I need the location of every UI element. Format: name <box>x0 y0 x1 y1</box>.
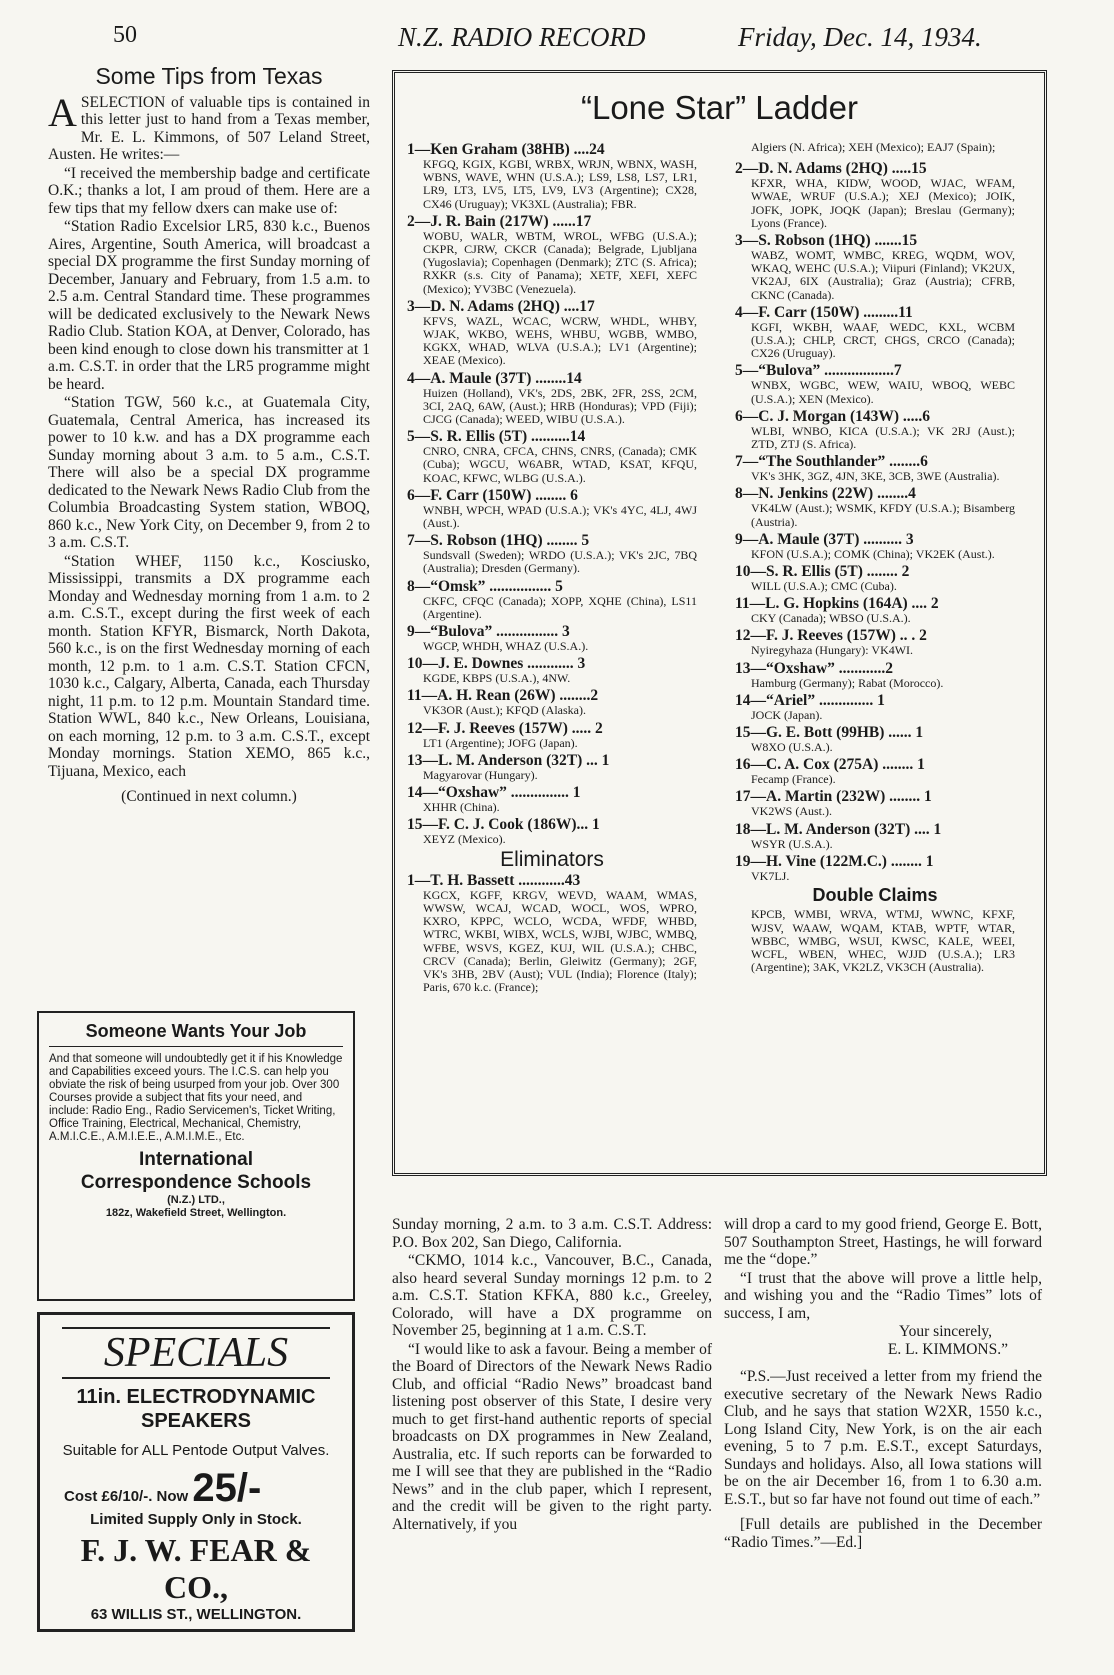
eliminator-entries <box>407 872 697 995</box>
entry-name-score: 9—“Bulova” ................ 3 <box>407 623 570 641</box>
entry-stations: KFVS, WAZL, WCAC, WCRW, WHDL, WHBY, WJAK, WKBO, WEHS, WHBU, WGBB, WMBO, KGKX, WHAD, WLVA (U.S.A.); LV1 (Argentine); XEAE (Mexico). <box>423 313 697 368</box>
entry-stations: Nyiregyhaza (Hungary): VK4WI. <box>751 643 914 658</box>
eliminators-heading: Eliminators <box>500 847 604 871</box>
entry-stations: KFGQ, KGIX, KGBI, WRBX, WRJN, WBNX, WASH, WBNS, WAVE, WHN (U.S.A.); LS9, LS8, LS7, LR1, LR9, LT3, LV5, LT5, LV9, LV3 (Argentine); CX28, CX46 (Uruguay); VK3XL (Australia); FBR. <box>423 157 697 211</box>
entry-name-score: 19—H. Vine (122M.C.) ........ 1 <box>735 852 934 870</box>
entry-name-score: 1—Ken Graham (38HB) ....24 <box>407 141 605 158</box>
ladder-right-column <box>735 141 1015 974</box>
entry-name-score: 5—S. R. Ellis (5T) ..........14 <box>407 428 586 446</box>
page-number: 50 <box>113 22 137 48</box>
advertiser-name: International Correspondence Schools <box>80 1149 312 1193</box>
ladder-entry <box>735 627 1015 657</box>
ics-advertisement <box>37 1011 355 1301</box>
ladder-entry <box>407 428 697 485</box>
ladder-entry <box>407 752 697 782</box>
entry-stations: WSYR (U.S.A.). <box>751 836 833 851</box>
entry-stations: Hamburg (Germany); Rabat (Morocco). <box>751 675 944 690</box>
ladder-entry <box>407 720 697 750</box>
article-paragraph: “Station WHEF, 1150 k.c., Kosciusko, Mississippi, transmits a DX programme each Monday and Wednesday morning from 1 a.m. to 2 a.m. C.S.T., except during the first week of each month. Station KFYR, Bismarck, North Dakota, 560 k.c., is on the first Wednesday morning of each month, 12 p.m. to 1 a.m. C.S.T. Station CFCN, 1030 k.c., Calgary, Alberta, Canada, each Thursday night, 11 p.m. to 12 p.m. Mountain Standard time. Station WWL, 840 k.c., New Orleans, Louisiana, on each morning, 12 p.m. to 3 a.m. C.S.T., except Monday mornings. Station XEMO, 865 k.c., Tijuana, Mexico, each <box>48 552 370 780</box>
entry-stations: VK3OR (Aust.); KFQD (Alaska). <box>423 703 586 718</box>
ad-heading: Someone Wants Your Job <box>49 1021 343 1047</box>
article-paragraph: ASELECTION of valuable tips is contained in this letter just to hand from a Texas member, Mr. E. L. Kimmons, of 507 Leland Street, Austen. He writes:— <box>48 89 370 163</box>
advertiser-address: 63 WILLIS ST., WELLINGTON. <box>90 1606 302 1623</box>
article-paragraph: “I trust that the above will prove a little help, and wishing you and the “Radio Times” lots of success, I am, <box>724 1269 1042 1322</box>
letter-signature: E. L. KIMMONS.” <box>887 1340 1008 1358</box>
entry-name-score: 16—C. A. Cox (275A) ........ 1 <box>735 756 925 774</box>
price-line: Cost £6/10/-. Now 25/- <box>64 1466 262 1510</box>
ladder-entry <box>735 531 1015 561</box>
ladder-entries <box>735 160 1015 883</box>
lone-star-ladder <box>392 70 1047 1176</box>
ladder-entries <box>407 141 697 847</box>
ladder-entry <box>735 408 1015 451</box>
entry-name-score: 17—A. Martin (232W) ........ 1 <box>735 788 932 806</box>
article-paragraph: “I received the membership badge and certificate O.K.; thanks a lot, I am proud of them. Here are a few tips that my fellow dxers can make use of: <box>48 164 370 217</box>
ladder-entry <box>407 487 697 530</box>
issue-date: Friday, Dec. 14, 1934. <box>738 22 982 52</box>
article-paragraph: “Station TGW, 560 k.c., at Guatemala City, Guatemala, Central America, has increased its power to 10 k.w. and has a DX programme each Sunday morning about 3 a.m. to 5 a.m., C.S.T. There will also be a special DX programme dedicated to the Newark News Radio Club from the Columbia Broadcasting System station, WBOQ, 860 k.c., New York City, on December 9, from 2 to 3 a.m. C.S.T. <box>48 394 370 551</box>
article-paragraph: “CKMO, 1014 k.c., Vancouver, B.C., Canada, also heard several Sunday mornings 12 p.m. to 2 a.m. C.S.T. Station KFKA, 880 k.c., Greeley, Colorado, will have a DX programme on November 25, beginning at 1 a.m. C.S.T. <box>392 1252 712 1339</box>
entry-name-score: 12—F. J. Reeves (157W) .. . 2 <box>735 627 927 645</box>
entry-name-score: 10—J. E. Downes ............ 3 <box>407 655 586 673</box>
ladder-entry <box>735 595 1015 625</box>
ladder-entry <box>407 213 697 296</box>
article-heading: Some Tips from Texas <box>95 63 323 89</box>
tips-article <box>48 62 370 806</box>
entry-stations: CNRO, CNRA, CFCA, CHNS, CNRS, (Canada); CMK (Cuba); WGCU, W6ABR, WTAD, KSAT, KFQU, KOAC, KFWC, WLBG (U.S.A.). <box>423 444 697 485</box>
entry-stations: Huizen (Holland), VK's, 2DS, 2BK, 2FR, 2SS, 2CM, 3CI, 2AQ, 6AW, (Aust.); HRB (Honduras); VPD (Fiji); CJCG (Canada); WEED, WIBU (U.S.A.). <box>423 385 697 427</box>
ladder-entry <box>407 623 697 653</box>
postscript: “P.S.—Just received a letter from my friend the executive secretary of the Newark News Radio Club, and he says that station W2XR, 1550 k.c., Long Island City, New York, is on the air each evening, 5 to 7 p.m. E.S.T., except Saturdays, Sundays and holidays. Also, all Iowa stations will be on the air December 16, from 1 to 6.30 a.m. E.S.T., but so far have not found out time of each.” <box>724 1368 1042 1508</box>
entry-stations: CKY (Canada); WBSO (U.S.A.). <box>751 611 911 626</box>
entry-stations: KFON (U.S.A.); COMK (China); VK2EK (Aust.). <box>751 546 995 561</box>
ladder-entry <box>735 788 1015 818</box>
entry-stations: KGFI, WKBH, WAAF, WEDC, KXL, WCBM (U.S.A.); CHLP, CRCT, CHGS, CRCO (Canada); CX26 (Uruguay). <box>751 319 1015 361</box>
entry-stations: Sundsvall (Sweden); WRDO (U.S.A.); VK's 2JC, 7BQ (Australia); Dresden (Germany). <box>423 548 697 576</box>
stock-note: Limited Supply Only in Stock. <box>90 1511 302 1528</box>
ladder-entry <box>407 298 697 368</box>
ladder-entry <box>735 563 1015 593</box>
entry-stations: KGDE, KBPS (U.S.A.), 4NW. <box>423 671 571 686</box>
entry-name-score: 11—A. H. Rean (26W) ........2 <box>407 687 599 705</box>
advertiser-address: (N.Z.) LTD., 182z, Wakefield Street, Wellington. <box>105 1194 287 1219</box>
ladder-entry <box>407 655 697 685</box>
entry-name-score: 15—F. C. J. Cook (186W)... 1 <box>407 816 600 834</box>
ad-body: And that someone will undoubtedly get it if his Knowledge and Capabilities exceed yours. The I.C.S. can help you obviate the risk of being usurped from your job. Over 300 Courses provide a subject that fits your need, and include: Radio Eng., Radio Servicemen's, Ticket Writing, Office Training, Electrical, Mechanical, Chemistry, A.M.I.C.E., A.M.I.E.E., A.M.I.M.E., Etc. <box>49 1053 343 1143</box>
entry-stations: Fecamp (France). <box>751 772 836 787</box>
ladder-entry <box>735 660 1015 690</box>
ladder-title: “Lone Star” Ladder <box>580 89 858 126</box>
specials-banner: SPECIALS <box>62 1327 330 1379</box>
ladder-entry <box>407 532 697 575</box>
entry-name-score: 6—F. Carr (150W) ........ 6 <box>407 486 578 504</box>
entry-name-score: 13—L. M. Anderson (32T) ... 1 <box>407 751 610 769</box>
ladder-entry <box>407 370 697 427</box>
entry-name-score: 13—“Oxshaw” ............2 <box>735 659 894 677</box>
double-claims-stations: KPCB, WMBI, WRVA, WTMJ, WWNC, KFXF, WJSV, WAAW, WQAM, KTAB, WPTF, WTAR, WBBC, WMBG, WSUI, KWSC, KALE, WEEI, WCFL, WBEN, WHEC, WJJD (U.S.A.); LR3 (Argentine); 3AK, VK2LZ, VK3CH (Australia). <box>751 907 1015 975</box>
article-paragraph: will drop a card to my good friend, George E. Bott, 507 Southampton Street, Hastings, he will forward me the “dope.” <box>724 1216 1042 1268</box>
product-suitability: Suitable for ALL Pentode Output Valves. <box>62 1442 330 1459</box>
ladder-entry <box>735 453 1015 483</box>
entry-stations: Magyarovar (Hungary). <box>423 767 538 782</box>
ladder-entry <box>735 724 1015 754</box>
article-continuation-col2 <box>724 1216 1042 1552</box>
ladder-entry <box>735 853 1015 883</box>
ladder-entry <box>735 362 1015 405</box>
entry-name-score: 8—“Omsk” ................ 5 <box>407 577 563 595</box>
entry-stations: WGCP, WHDH, WHAZ (U.S.A.). <box>423 639 589 654</box>
entry-stations: WABZ, WOMT, WMBC, KREG, WQDM, WOV, WKAQ, WEHC (U.S.A.); Viipuri (Finland); VK2UX, VK2AJ, 6IX (Australia); Graz (Austria); CFRB, CKNC (Canada). <box>751 248 1015 302</box>
fear-advertisement <box>37 1312 355 1632</box>
entry-name-score: 4—A. Maule (37T) ........14 <box>407 369 582 387</box>
article-paragraph: “Station Radio Excelsior LR5, 830 k.c., Buenos Aires, Argentine, South America, will broadcast a special DX programme the first Sunday morning of December, January and February, from 1.5 a.m. to 2.5 a.m. Central Standard time. These programmes will be dedicated exclusively to the Newark News Radio Club. Station KOA, at Denver, Colorado, has been kind enough to close down his transmitter at 1 a.m. C.S.T. in order that the LR5 programme might be heard. <box>48 218 370 393</box>
entry-name-score: 2—D. N. Adams (2HQ) .....15 <box>735 160 927 178</box>
entry-name-score: 15—G. E. Bott (99HB) ...... 1 <box>735 724 924 742</box>
entry-stations: WOBU, WALR, WBTM, WROL, WFBG (U.S.A.); CKPR, CJRW, CKCR (Canada); Belgrade, Ljubljana (Yugoslavia); Copenhagen (Denmark); ZTC (S. Africa); RXKR (s.s. City of Panama); XETF, XEFI, XEFC (Mexico); YV3BC (Venezuela). <box>423 228 697 296</box>
entry-name-score: 14—“Oxshaw” ............... 1 <box>407 784 581 802</box>
article-paragraph: Sunday morning, 2 a.m. to 3 a.m. C.S.T. Address: P.O. Box 202, San Diego, California. <box>392 1216 712 1251</box>
ladder-entry <box>407 687 697 717</box>
entry-stations: WILL (U.S.A.); CMC (Cuba). <box>751 579 897 594</box>
editor-note: [Full details are published in the December “Radio Times.”—Ed.] <box>724 1516 1042 1551</box>
entry-name-score: 4—F. Carr (150W) .........11 <box>735 303 913 321</box>
product-line: SPEAKERS <box>140 1410 252 1432</box>
entry-stations: WNBH, WPCH, WPAD (U.S.A.); VK's 4YC, 4LJ, 4WJ (Aust.). <box>423 502 697 531</box>
entry-name-score: 3—S. Robson (1HQ) .......15 <box>735 232 918 250</box>
entry-stations: XEYZ (Mexico). <box>423 832 506 847</box>
ladder-entry <box>407 816 697 846</box>
publication-title: N.Z. RADIO RECORD <box>398 22 646 52</box>
entry-name-score: 3—D. N. Adams (2HQ) ....17 <box>407 297 595 315</box>
ladder-entry <box>407 578 697 621</box>
ladder-entry <box>735 756 1015 786</box>
sale-price: 25/- <box>192 1466 262 1510</box>
continued-stations: Algiers (N. Africa); XEH (Mexico); EAJ7 (Spain); <box>751 140 996 154</box>
ladder-entry <box>735 485 1015 528</box>
ladder-entry <box>735 232 1015 302</box>
entry-name-score: 1—T. H. Bassett ............43 <box>407 871 581 889</box>
ladder-entry <box>735 692 1015 722</box>
continued-note: (Continued in next column.) <box>121 788 297 805</box>
entry-name-score: 7—S. Robson (1HQ) ........ 5 <box>407 532 590 550</box>
entry-stations: W8XO (U.S.A.). <box>751 740 833 755</box>
product-line: 11in. ELECTRODYNAMIC <box>76 1386 316 1408</box>
ladder-entry <box>407 872 697 995</box>
entry-name-score: 6—C. J. Morgan (143W) .....6 <box>735 407 931 425</box>
entry-stations: CKFC, CFQC (Canada); XOPP, XQHE (China), LS11 (Argentine). <box>423 593 697 621</box>
double-claims-heading: Double Claims <box>812 885 938 906</box>
entry-name-score: 11—L. G. Hopkins (164A) .... 2 <box>735 595 939 613</box>
entry-name-score: 14—“Ariel” .............. 1 <box>735 691 885 709</box>
entry-name-score: 5—“Bulova” ..................7 <box>735 362 902 380</box>
ladder-left-column <box>407 141 697 996</box>
entry-stations: KGCX, KGFF, KRGV, WEVD, WAAM, WMAS, WWSW, WCAJ, WCAD, WOCL, WOS, WPRO, KXRO, KPPC, WCLO, WCDA, WFDF, WHBD, WTRC, WKBI, WIBX, WCLS, WJBI, WJBC, WMBQ, WFBE, WSVS, KGEZ, KUJ, WIL (U.S.A.); CHBC, CRCV (Canada); Berlin, Gleiwitz (Germany); 2GF, VK's 3HB, 2BV (Aust); VUL (India); Florence (Italy); Paris, 670 k.c. (France); <box>423 887 697 995</box>
entry-stations: VK4LW (Aust.); WSMK, KFDY (U.S.A.); Bisamberg (Austria). <box>751 501 1015 529</box>
entry-stations: VK2WS (Aust.). <box>751 804 832 819</box>
entry-stations: KFXR, WHA, KIDW, WOOD, WJAC, WFAM, WWAE, WRUF (U.S.A.); XEJ (Mexico); JOIK, JOFK, JOPK, JOQK (Japan); Breslau (Germany); Lyons (France). <box>751 176 1015 230</box>
entry-name-score: 12—F. J. Reeves (157W) ..... 2 <box>407 719 603 737</box>
entry-stations: VK's 3HK, 3GZ, 4JN, 3KE, 3CB, 3WE (Australia). <box>751 469 1000 484</box>
ladder-entry <box>735 304 1015 361</box>
ladder-entry <box>407 784 697 814</box>
entry-name-score: 7—“The Southlander” ........6 <box>735 453 928 471</box>
letter-closing: Your sincerely, <box>899 1323 992 1340</box>
entry-stations: LT1 (Argentine); JOFG (Japan). <box>423 735 578 750</box>
ladder-entry <box>407 141 697 211</box>
ladder-entry <box>735 160 1015 230</box>
article-continuation-col1 <box>392 1216 712 1534</box>
article-paragraph: “I would like to ask a favour. Being a member of the Board of Directors of the Newark News Radio Club, and official “Radio News” broadcast band listening post observer of this State, I desire very much to get first-hand authentic reports of special broadcasts on DX programmes in New Zealand, Australia, etc. If such reports can be forwarded to me I will see that they are published in the “Radio News” and in the club paper, which I represent, and the credit will be given to the right party. Alternatively, if you <box>392 1340 712 1533</box>
entry-name-score: 9—A. Maule (37T) .......... 3 <box>735 530 914 548</box>
entry-name-score: 10—S. R. Ellis (5T) ........ 2 <box>735 563 910 581</box>
entry-stations: VK7LJ. <box>751 868 790 883</box>
entry-stations: WNBX, WGBC, WEW, WAIU, WBOQ, WEBC (U.S.A.); XEN (Mexico). <box>751 378 1015 406</box>
entry-stations: XHHR (China). <box>423 800 500 815</box>
entry-name-score: 18—L. M. Anderson (32T) .... 1 <box>735 820 942 838</box>
entry-stations: WLBI, WNBO, KICA (U.S.A.); VK 2RJ (Aust.); ZTD, ZTJ (S. Africa). <box>751 423 1015 452</box>
advertiser-name: F. J. W. FEAR & CO., <box>80 1532 312 1605</box>
entry-stations: JOCK (Japan). <box>751 707 823 722</box>
drop-cap: A <box>48 89 77 135</box>
ladder-entry <box>735 821 1015 851</box>
entry-name-score: 2—J. R. Bain (217W) ......17 <box>407 212 592 230</box>
entry-name-score: 8—N. Jenkins (22W) ........4 <box>735 485 916 503</box>
